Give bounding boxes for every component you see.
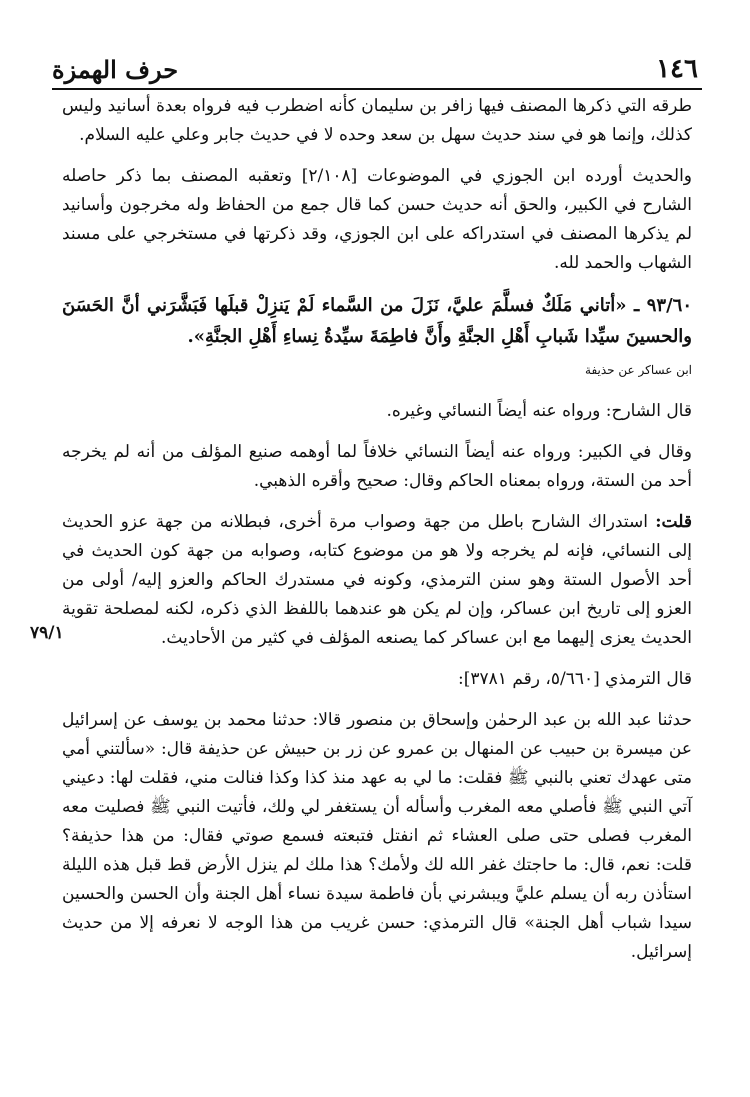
paragraph-5 bbox=[62, 508, 692, 653]
hadith-source: ابن عساكر عن حذيفة bbox=[585, 363, 692, 377]
paragraph-7: حدثنا عبد الله بن عبد الرحمٰن وإسحاق بن منصور قالا: حدثنا محمد بن يوسف عن إسرائيل عن ميسرة بن حبيب عن المنهال بن عمرو عن زر بن حبيش عن حذيفة قال: «سألتني أمي متى عهدك تعني بالنبي ﷺ فقلت: ما لي به عهد منذ كذا وكذا فنالت مني، فقلت لها: دعيني آتي النبي ﷺ فأصلي معه المغرب وأسأله أن يستغفر لي ولك، فأتيت النبي ﷺ فصليت معه المغرب فصلى حتى صلى العشاء ثم انفتل فتبعته فسمع صوتي فقال: من هذا حذيفة؟ قلت: نعم، قال: ما حاجتك غفر الله لك ولأمك؟ هذا ملك لم ينزل الأرض قط قبل هذه الليلة استأذن ربه أن يسلم عليَّ ويبشرني بأن فاطمة سيدة نساء أهل الجنة وأن الحسن والحسين سيدا شباب أهل الجنة» قال الترمذي: حسن غريب من هذا الوجه لا نعرفه إلا من حديث إسرائيل. bbox=[62, 710, 692, 962]
page-number: ١٤٦ bbox=[656, 54, 698, 84]
paragraph-4: وقال في الكبير: ورواه عنه أيضاً النسائي خلافاً لما أوهمه صنيع المؤلف من أنه لم يخرجه أحد من الستة، ورواه بمعناه الحاكم وقال: صحيح وأقره الذهبي. bbox=[62, 442, 692, 491]
paragraph-3: قال الشارح: ورواه عنه أيضاً النسائي وغيره. bbox=[386, 401, 692, 421]
paragraph-6: قال الترمذي [٥/٦٦٠، رقم ٣٧٨١]: bbox=[458, 669, 692, 689]
chapter-title: حرف الهمزة bbox=[52, 55, 179, 84]
hadith-text: ٩٣/٦٠ ـ «أتاني مَلَكٌ فسلَّمَ عليَّ، نَزَلَ من السَّماء لَمْ يَنزِلْ قبلَها فَبَشَّرَني أنَّ الحَسَنَ والحسينَ سيِّدا شَبابِ أَهْلِ الجنَّةِ وأَنَّ فاطِمَةَ سيِّدةُ نِساءِ أَهْلِ الجنَّةِ». bbox=[62, 295, 692, 347]
paragraph-1: طرقه التي ذكرها المصنف فيها زافر بن سليمان كأنه اضطرب فيه فرواه بعدة أسانيد وليس كذلك، وإنما هو في سند حديث سهل بن سعد وحده لا في حديث جابر وعلي عليه السلام. bbox=[62, 96, 692, 145]
margin-note: ٧٩/١ bbox=[30, 623, 64, 643]
paragraph-5-text: استدراك الشارح باطل من جهة وصواب مرة أخرى، فبطلانه من جهة عزو الحديث إلى النسائي، فإنه لم يخرجه ولا هو من موضوع كتابه، وصوابه من جهة كون الحديث في أحد الأصول الستة وهو سنن الترمذي، وكونه في مستدرك الحاكم والعزو إليه/ أولى من العزو إلى تاريخ ابن عساكر، وإن لم يكن هو عندهما باللفظ الذي ذكره، لكنه لمصلحة تقوية الحديث يعزى إليهما مع ابن عساكر كما يصنعه المؤلف في كثير من الأحاديث. bbox=[62, 512, 692, 648]
page-header bbox=[52, 44, 698, 84]
page-body bbox=[62, 92, 692, 979]
qult-label: قلت: bbox=[655, 512, 692, 532]
paragraph-2: والحديث أورده ابن الجوزي في الموضوعات [٢/١٠٨] وتعقبه المصنف بما ذكر حاصله الشارح في الكبير، والحق أنه حديث حسن كما قال جمع من الحفاظ وله مخرجون وأسانيد لم يذكرها المصنف في استدراكه على ابن الجوزي، وقد ذكرتها في مستخرجي على مسند الشهاب والحمد لله. bbox=[62, 166, 692, 273]
header-rule bbox=[52, 88, 702, 90]
